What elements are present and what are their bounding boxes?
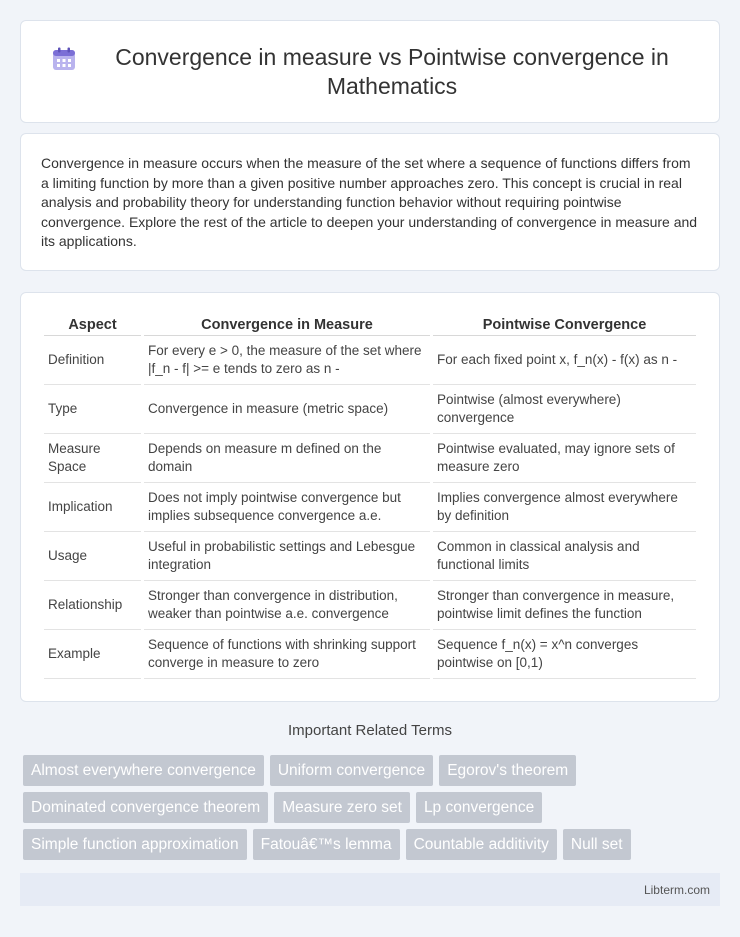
term-tag[interactable]: Dominated convergence theorem bbox=[23, 792, 268, 823]
intro-card bbox=[20, 133, 720, 271]
row-pointwise-value: Common in classical analysis and functional limits bbox=[433, 532, 696, 581]
term-tag[interactable]: Lp convergence bbox=[416, 792, 542, 823]
row-pointwise-value: Sequence f_n(x) = x^n converges pointwise on [0,1) bbox=[433, 630, 696, 679]
title-card bbox=[20, 20, 720, 123]
intro-paragraph: Convergence in measure occurs when the measure of the set where a sequence of functions differs from a limiting function by more than a given positive number approaches zero. This concept is crucial in real analysis and probability theory for understanding function behavior without requiring pointwise convergence. Explore the rest of the article to deepen your understanding of convergence in measure and its applications. bbox=[41, 155, 698, 249]
row-measure-value: Convergence in measure (metric space) bbox=[144, 385, 430, 434]
row-measure-value: Sequence of functions with shrinking support converge in measure to zero bbox=[144, 630, 430, 679]
table-row bbox=[44, 581, 696, 630]
terms-row bbox=[23, 755, 723, 786]
related-terms-heading: Important Related Terms bbox=[288, 722, 452, 739]
table-row bbox=[44, 532, 696, 581]
row-aspect: Implication bbox=[44, 483, 141, 532]
row-pointwise-value: For each fixed point x, f_n(x) - f(x) as n - bbox=[433, 336, 696, 385]
term-tag[interactable]: Measure zero set bbox=[274, 792, 410, 823]
row-aspect: Definition bbox=[44, 336, 141, 385]
related-terms-list bbox=[23, 755, 723, 866]
row-aspect: Type bbox=[44, 385, 141, 434]
comparison-table bbox=[41, 311, 699, 679]
footer-site-link[interactable]: Libterm.com bbox=[643, 882, 710, 897]
row-aspect: Example bbox=[44, 630, 141, 679]
table-row bbox=[44, 483, 696, 532]
term-tag[interactable]: Null set bbox=[563, 829, 631, 860]
row-aspect: Relationship bbox=[44, 581, 141, 630]
comparison-table-card bbox=[20, 292, 720, 702]
term-tag[interactable]: Countable additivity bbox=[406, 829, 557, 860]
row-pointwise-value: Pointwise (almost everywhere) convergence bbox=[433, 385, 696, 434]
row-aspect: Measure Space bbox=[44, 434, 141, 483]
calendar-icon bbox=[51, 46, 77, 72]
table-row bbox=[44, 385, 696, 434]
column-header-measure: Convergence in Measure bbox=[144, 311, 430, 336]
terms-row bbox=[23, 829, 723, 860]
row-measure-value: Does not imply pointwise convergence but implies subsequence convergence a.e. bbox=[144, 483, 430, 532]
terms-row bbox=[23, 792, 723, 823]
term-tag[interactable]: Egorov's theorem bbox=[439, 755, 576, 786]
row-aspect: Usage bbox=[44, 532, 141, 581]
row-pointwise-value: Stronger than convergence in measure, pointwise limit defines the function bbox=[433, 581, 696, 630]
term-tag[interactable]: Almost everywhere convergence bbox=[23, 755, 264, 786]
row-measure-value: Depends on measure m defined on the domain bbox=[144, 434, 430, 483]
table-header-row bbox=[44, 311, 696, 336]
column-header-aspect: Aspect bbox=[44, 311, 141, 336]
column-header-pointwise: Pointwise Convergence bbox=[433, 311, 696, 336]
table-row bbox=[44, 336, 696, 385]
title-wrap bbox=[21, 43, 719, 101]
page-title: Convergence in measure vs Pointwise convergence in Mathematics bbox=[115, 43, 669, 99]
row-pointwise-value: Implies convergence almost everywhere by definition bbox=[433, 483, 696, 532]
row-measure-value: Stronger than convergence in distribution, weaker than pointwise a.e. convergence bbox=[144, 581, 430, 630]
row-measure-value: For every e > 0, the measure of the set where |f_n - f| >= e tends to zero as n - bbox=[144, 336, 430, 385]
term-tag[interactable]: Simple function approximation bbox=[23, 829, 247, 860]
table-row bbox=[44, 630, 696, 679]
row-pointwise-value: Pointwise evaluated, may ignore sets of measure zero bbox=[433, 434, 696, 483]
row-measure-value: Useful in probabilistic settings and Lebesgue integration bbox=[144, 532, 430, 581]
term-tag[interactable]: Fatouâ€™s lemma bbox=[253, 829, 400, 860]
footer bbox=[20, 873, 720, 906]
term-tag[interactable]: Uniform convergence bbox=[270, 755, 433, 786]
table-row bbox=[44, 434, 696, 483]
